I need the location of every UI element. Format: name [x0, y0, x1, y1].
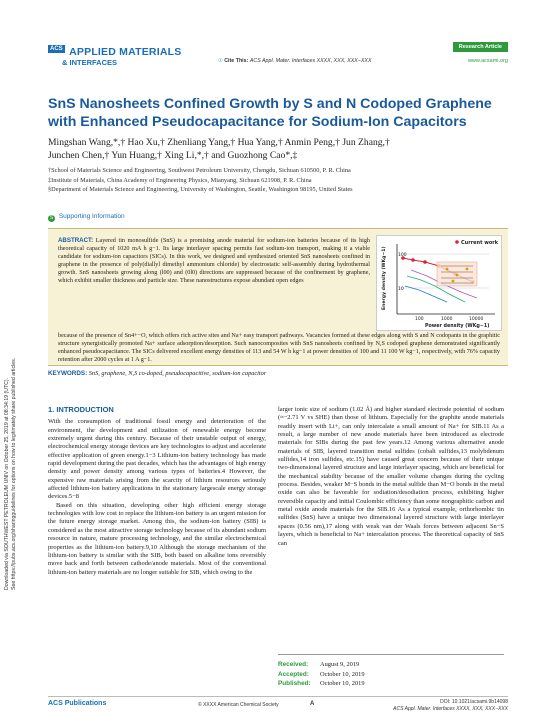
affiliations — [48, 166, 518, 195]
journal-name-line1: APPLIED MATERIALS — [69, 46, 182, 58]
body-left-column — [48, 406, 266, 577]
keywords-list: SnS, graphene, N,S co-doped, pseudocapacitive, sodium-ion capacitor — [88, 370, 267, 377]
authors-line-2[interactable]: Junchen Chen,† Yun Huang,† Xing Li,*,† and Guozhong Cao*,‡ — [48, 150, 298, 161]
body-right-column — [278, 406, 504, 548]
affiliation-3: §Department of Materials Science and Engineering, University of Washington, Seattle, Washington 98195, United States — [48, 186, 353, 193]
section-heading-introduction: 1. INTRODUCTION — [48, 405, 114, 414]
toc-graphic — [376, 235, 502, 331]
date-accepted-label: Accepted: — [278, 670, 309, 678]
date-published-value: October 10, 2019 — [320, 680, 365, 687]
acs-publications-logo[interactable]: ACS Publications — [48, 700, 107, 707]
date-published-label: Published: — [278, 680, 311, 687]
page-number: A — [310, 701, 315, 707]
cite-label: Cite This: — [224, 58, 249, 64]
affiliation-1: †School of Materials Science and Engineering, Southwest Petroleum University, Chengdu, Sichuan 610500, P. R. China — [48, 167, 351, 174]
affiliation-2: ‡Institute of Materials, China Academy of Engineering Physics, Mianyang, Sichuan 621908, P. R. China — [48, 176, 312, 184]
page-footer — [48, 696, 508, 710]
cite-text: ACS Appl. Mater. Interfaces XXXX, XXX, XXX−XXX — [249, 58, 372, 64]
journal-citation: ACS Appl. Mater. Interfaces XXXX, XXX, XXX−XXX — [393, 705, 508, 712]
date-accepted-value: October 10, 2019 — [320, 670, 365, 678]
abstract-box — [48, 228, 508, 366]
cite-this[interactable] — [218, 58, 372, 64]
doi-link[interactable]: DOI: 10.1021/acsami.9b14098 — [440, 699, 508, 705]
body-paragraph-1: With the consumption of traditional fossil energy and deterioration of the environment, the development and utilization of renewable energy become extremely urgent during this century. Because of their unstable output of energy, electrochemical energy storage devices are key technologies to adjust and accelerate effective application of green energy.1−3 Lithium-ion battery technology has made rapid development during the past decades, which has the advantages of high energy density and power density among various types of batteries.4 However, the expensive raw materials arising from the scarcity of lithium resources seriously affected lithium-ion battery applications in the stationary largescale energy storage devices.5−8 — [48, 418, 266, 501]
toc-ytick-2: 10 — [398, 287, 404, 292]
keywords-label: KEYWORDS: — [48, 370, 88, 377]
date-received-label: Received: — [278, 661, 309, 668]
download-note: Downloaded via SOUTHWEST PETROLEUM UNIV on October 25, 2019 at 08:34:19 (UTC). — [4, 377, 10, 590]
download-sidebar — [4, 170, 26, 590]
journal-name-line2: & INTERFACES — [62, 58, 118, 67]
toc-legend: Current work — [461, 240, 499, 246]
author-list — [48, 136, 508, 162]
date-published — [278, 679, 504, 689]
supporting-info-label: Supporting Information — [58, 213, 125, 220]
acs-logo-badge: ACS — [50, 46, 63, 52]
info-icon: S — [49, 215, 54, 221]
toc-ylabel: Energy density (WKg−1) — [382, 246, 387, 310]
supporting-info-link[interactable] — [48, 213, 125, 222]
date-accepted — [278, 670, 504, 680]
publication-dates — [278, 654, 504, 689]
abstract-text-part1 — [58, 237, 370, 286]
cite-icon: ☉ — [218, 58, 223, 64]
toc-xlabel: Power density (WKg−1) — [425, 324, 490, 329]
copyright-notice: © XXXX American Chemical Society — [198, 702, 279, 708]
journal-logo[interactable] — [48, 42, 181, 67]
keywords — [48, 370, 508, 377]
authors-line-1[interactable]: Mingshan Wang,*,† Hao Xu,† Zhenliang Yang,† Hua Yang,† Anmin Peng,† Jun Zhang,† — [48, 137, 390, 148]
toc-xtick-2: 1000 — [441, 317, 453, 322]
journal-header — [48, 40, 508, 70]
date-received-value: August 9, 2019 — [320, 661, 360, 668]
article-title: SnS Nanosheets Confined Growth by S and N Codoped Graphene with Enhanced Pseudocapacitance for Sodium-Ion Capacitors — [48, 96, 492, 130]
toc-chart-svg — [377, 236, 501, 330]
abstract-text-part2: because of the presence of Sn4+−O, which offers rich active sites and Na+ easy transport pathways. Vacancies formed at these edges along with S and N codopants in the graphitic structure synergistically promoted Na+ surface adsorption/desorption. Such nanocomposites with SnS nanosheets confined by N,S codoped graphene demonstrated significantly enhanced pseudocapacitance. The SICs delivered excellent energy densities of 113 and 54 W h kg−1 at power densities of 100 and 11 100 W kg−1, respectively, with 76% capacity retention after 2000 cycles at 1 A g−1. — [58, 333, 500, 363]
abstract-label: ABSTRACT: — [58, 237, 94, 244]
body-paragraph-2: Based on this situation, developing other high efficient energy storage technologies with low cost to replace the lithium-ion battery is an urgent mission for the future energy storage market. Among this, the sodium-ion battery (SIB) is considered as the most attractive storage technology because of its abundant sodium resource in nature, mature processing technology, and the similar electrochemical properties as the lithium-ion battery.9,10 Although the storage mechanism of the lithium-ion battery is similar with the SIB, both based on alkaline ions reversibly move back and forth between cathode/anode materials. Most of the conventional lithium-ion battery materials are no longer suitable for SIB, which owing to the — [48, 501, 266, 576]
toc-xtick-1: 100 — [415, 317, 424, 322]
article-type-badge: Research Article — [453, 42, 508, 52]
doi-block — [393, 699, 508, 712]
body-paragraph-3: larger ionic size of sodium (1.02 Å) and higher standard electrode potential of sodium (≈−2.71 V vs SHE) than those of lithium. Especially for the graphite anode materials readily insert with Li+, can only intercalate a small amount of Na+ for SIB.11 As a result, a large number of new anode materials have been introduced as electrode materials for SIBs during the past few years.12 Among various alternative anode materials of SIB, layered transition metal sulfides (cobalt sulfides,13 molybdenum sulfides,14 iron sulfides, etc.15) have caused great concern because of their unique two-dimensional layered structure and large interlayer spacing, which are beneficial for the mechanical stability because of the smaller volume changes during the cycling process. Besides, weaker M−S bonds in the metal sulfide than M−O bonds in the metal oxide can also be favorable for sodiation/desodiation process, exhibiting higher reversible capacity and initial Coulombic efficiency than some nongraphitic carbon and metal oxide anode materials for the SIB.16 As a typical example, orthorhombic tin sulfides (SnS) have a unique two dimensional layered structure with large interlayer spaces (0.56 nm),17 along with weak van der Waals forces between adjacent Sn−S layers, which is beneficial to Na+ intercalation process. The theoretical capacity of SnS can — [278, 406, 504, 547]
abstract-body-1: Layered tin monosulfide (SnS) is a promising anode material for sodium-ion batteries because of its high theoretical capacity of 1020 mA h g−1. Its large interlayer spacing permits fast sodium-ion transport, making it a viable candidate for sodium-ion capacitors (SICs). In this work, we designed and synthesized oriented SnS nanosheets confined in graphene in the presence of poly(diallyl dimethyl ammonium chloride) by electrostatic self-assembly during hydrothermal growth. SnS nanosheets growing along (l00) and (0l0) directions are suppressed because of the confinement by graphene, which exhibit smaller thickness and particle size. These nanostructures expose abundant open edges — [58, 238, 370, 284]
date-received — [278, 660, 504, 670]
sharing-note[interactable]: See https://pubs.acs.org/sharingguidelines for options on how to legitimately share published articles. — [11, 357, 17, 590]
toc-sns-crystal-art — [437, 262, 477, 286]
journal-website-link[interactable]: www.acsami.org — [467, 58, 508, 64]
toc-ytick-1: 100 — [398, 253, 407, 258]
toc-xtick-3: 10000 — [469, 317, 484, 322]
